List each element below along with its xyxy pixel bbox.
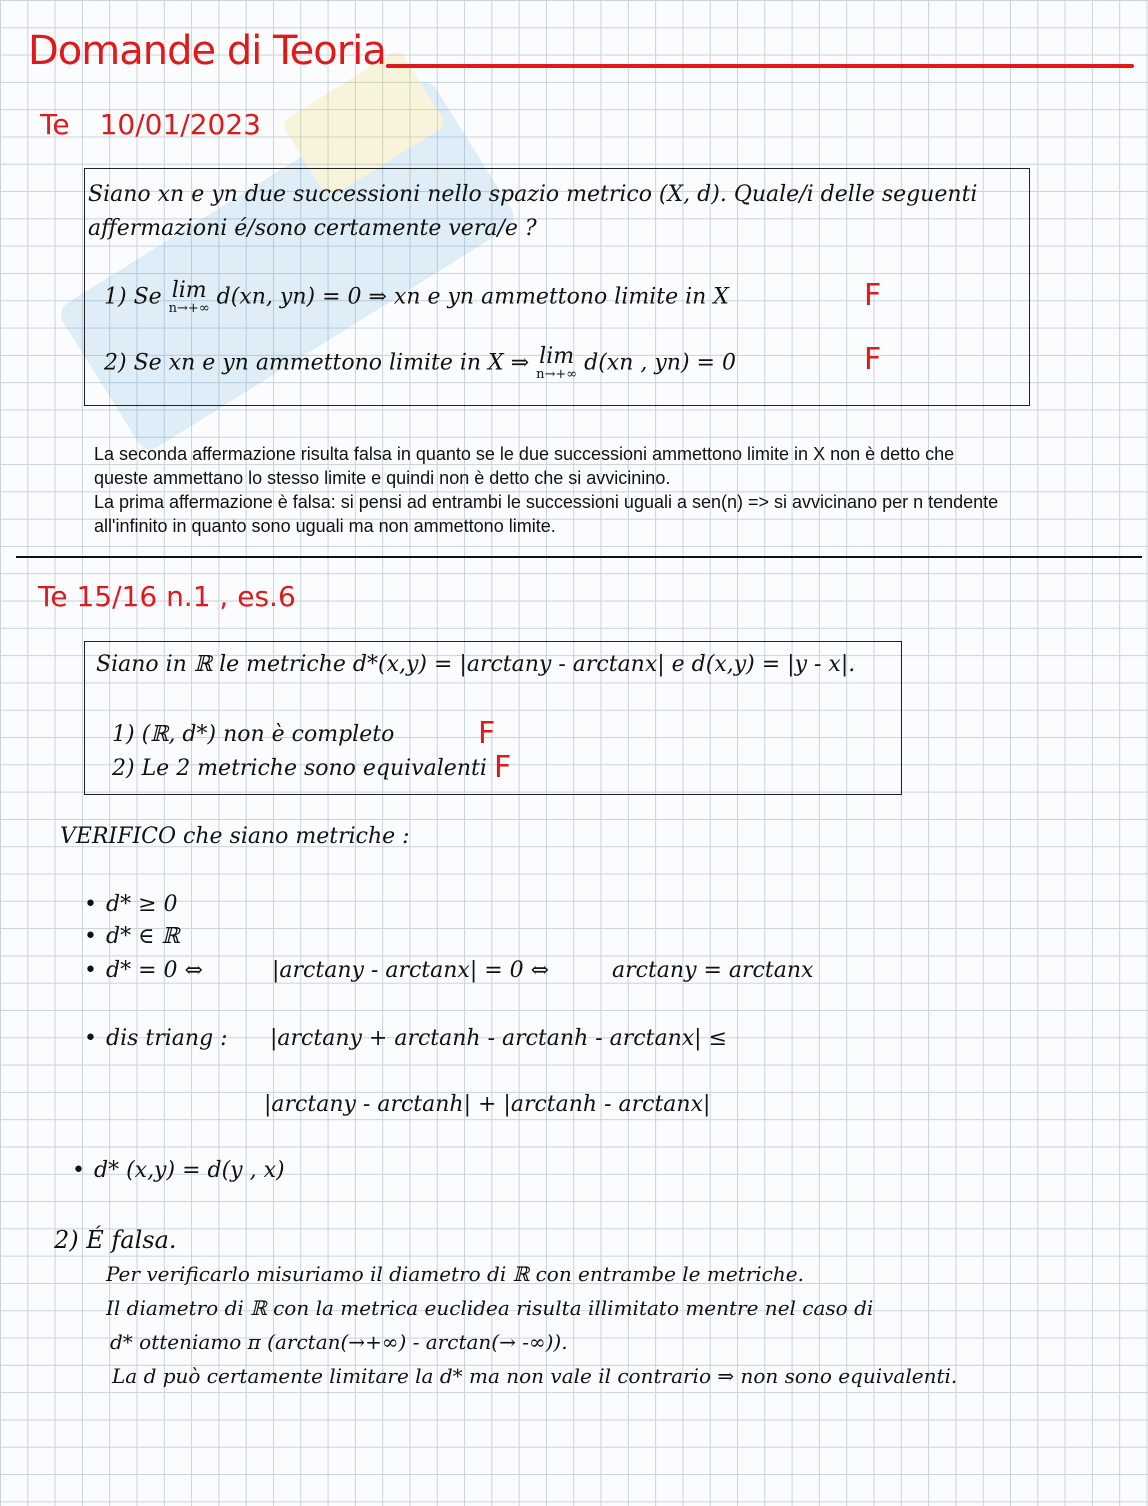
item2-prefix: 2) Se xn e yn ammettono limite in X ⇒ <box>104 350 530 376</box>
triangle-line1: |arctany + arctanh - arctanh - arctanx| ≤ <box>270 1026 728 1051</box>
section1-heading <box>40 108 291 141</box>
item1-false-mark: F <box>864 278 882 313</box>
bullet-zero-text: d* = 0 ⇔ <box>106 958 203 983</box>
note-line3: La prima affermazione è falsa: si pensi ad entrambi le successioni uguali a sen(n) => si avvicinano per n tendente <box>94 492 999 512</box>
section1-te: Te <box>40 108 70 141</box>
answer2-label: 2) É falsa. <box>54 1226 177 1254</box>
answer-note <box>94 442 1124 538</box>
q2-item2-false-mark: F <box>494 750 512 785</box>
section2-heading: Te 15/16 n.1 , es.6 <box>38 580 296 613</box>
question1-text <box>88 178 1018 246</box>
answer2-line1: Per verificarlo misuriamo il diametro di ℝ con entrambe le metriche. <box>106 1262 804 1286</box>
bullet-real-text: d* ∈ ℝ <box>106 924 180 949</box>
verify-heading: VERIFICO che siano metriche : <box>60 824 410 849</box>
question1-item1 <box>104 280 729 315</box>
title-underline <box>386 64 1134 68</box>
item2-lim-sub: n→+∞ <box>536 367 578 382</box>
item2-rest: d(xn , yn) = 0 <box>584 350 736 376</box>
note-line4: all'infinito in quanto sono uguali ma non ammettono limite. <box>94 516 556 536</box>
bullet-symmetry: • d* (x,y) = d(y , x) <box>72 1158 285 1183</box>
answer2-line4: La d può certamente limitare la d* ma non vale il contrario ⇒ non sono equivalenti. <box>112 1364 958 1388</box>
item2-false-mark: F <box>864 342 882 377</box>
page-title: Domande di Teoria <box>28 28 386 74</box>
answer2-line3: d* otteniamo π (arctan(→+∞) - arctan(→ -∞)). <box>110 1330 568 1354</box>
item1-rest: d(xn, yn) = 0 ⇒ xn e yn ammettono limite in X <box>216 284 729 310</box>
question2-item1: 1) (ℝ, d*) non è completo <box>112 722 395 747</box>
question2-item2: 2) Le 2 metriche sono equivalenti <box>112 756 487 781</box>
section-divider <box>16 556 1142 558</box>
section1-date: 10/01/2023 <box>99 108 261 141</box>
bullet-real: • d* ∈ ℝ <box>84 924 180 949</box>
answer2-line2: Il diametro di ℝ con la metrica euclidea risulta illimitato mentre nel caso di <box>106 1296 874 1320</box>
bullet-zero-right: arctany = arctanx <box>612 958 814 983</box>
item1-lim-sub: n→+∞ <box>168 301 210 316</box>
bullet-zero-mid: |arctany - arctanx| = 0 ⇔ <box>272 958 550 983</box>
item1-lim-label: lim <box>171 278 207 303</box>
question1-line2: affermazioni é/sono certamente vera/e ? <box>88 216 537 241</box>
bullet-zero: • d* = 0 ⇔ <box>84 958 203 983</box>
q2-item1-false-mark: F <box>478 716 496 751</box>
item1-prefix: 1) Se <box>104 284 162 310</box>
item2-limit <box>536 346 577 381</box>
question1-line1: Siano xn e yn due successioni nello spazio metrico (X, d). Quale/i delle seguenti <box>88 182 978 207</box>
triangle-line2: |arctany - arctanh| + |arctanh - arctanx| <box>264 1092 711 1117</box>
note-line1: La seconda affermazione risulta falsa in quanto se le due successioni ammettono limite in X non è detto che <box>94 444 955 464</box>
question2-text: Siano in ℝ le metriche d*(x,y) = |arctany - arctanx| e d(x,y) = |y - x|. <box>96 652 856 677</box>
item2-lim-label: lim <box>539 344 575 369</box>
bullet-triangle-label: dis triang : <box>106 1026 228 1051</box>
question1-item2 <box>104 346 736 381</box>
bullet-symmetry-text: d* (x,y) = d(y , x) <box>94 1158 285 1183</box>
bullet-triangle: • dis triang : <box>84 1026 228 1051</box>
note-line2: queste ammettano lo stesso limite e quindi non è detto che si avvicinino. <box>94 468 671 488</box>
bullet-nonneg-text: d* ≥ 0 <box>106 892 178 917</box>
bullet-nonneg: • d* ≥ 0 <box>84 892 178 917</box>
item1-limit <box>169 280 210 315</box>
